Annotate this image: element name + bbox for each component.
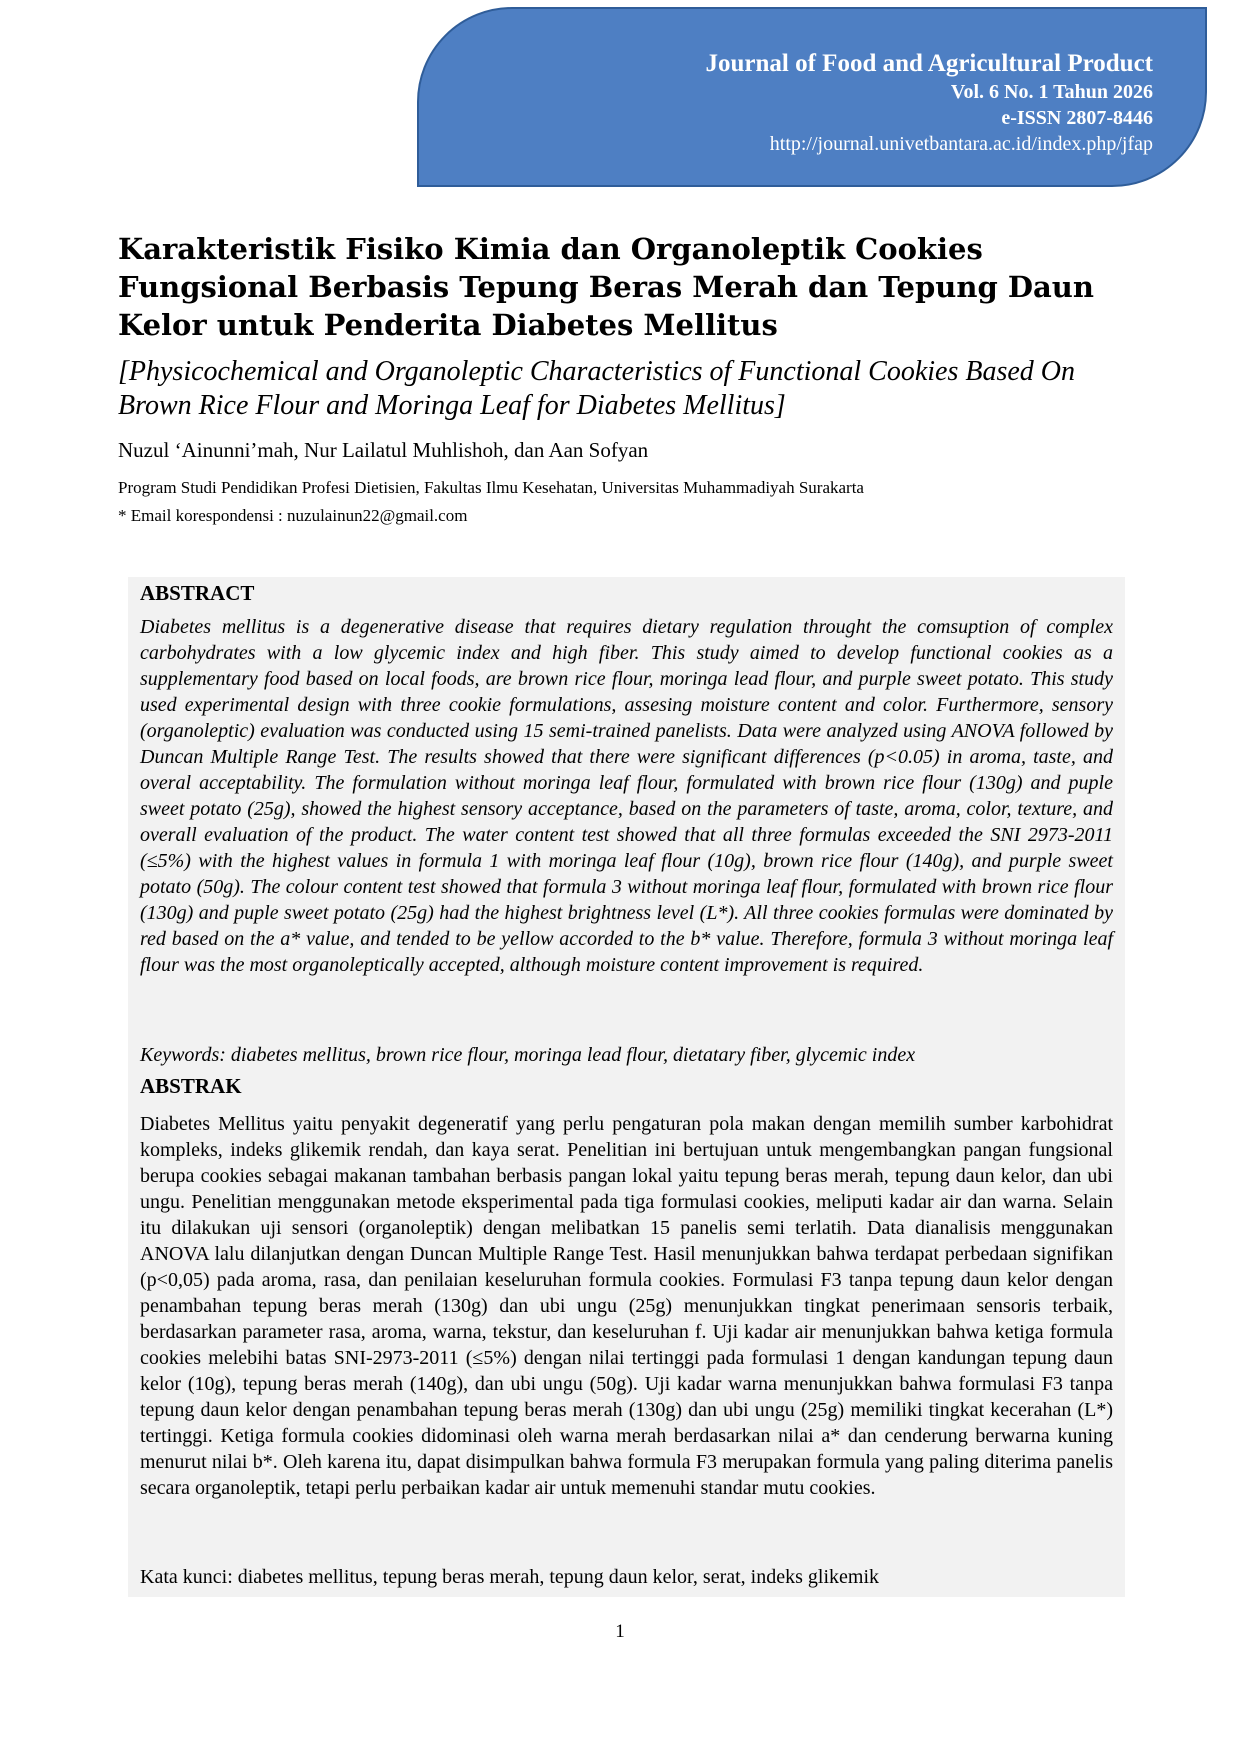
abstrak-text: Diabetes Mellitus yaitu penyakit degeneratif yang perlu pengaturan pola makan dengan memilih sumber karbohidrat kompleks, indeks glikemik rendah, dan kaya serat. Penelitian ini bertujuan untuk mengembangkan pangan fungsional berupa cookies sebagai makanan tambahan berbasis pangan lokal yaitu tepung beras merah, tepung daun kelor, dan ubi ungu. Penelitian menggunakan metode eksperimental pada tiga formulasi cookies, meliputi kadar air dan warna. Selain itu dilakukan uji sensori (organoleptik) dengan melibatkan 15 panelis semi terlatih. Data dianalisis menggunakan ANOVA lalu dilanjutkan dengan Duncan Multiple Range Test. Hasil menunjukkan bahwa terdapat perbedaan signifikan (p<0,05) pada aroma, rasa, dan penilaian keseluruhan formula cookies. Formulasi F3 tanpa tepung daun kelor dengan penambahan tepung beras merah (130g) dan ubi ungu (25g) menunjukkan tingkat penerimaan sensoris terbaik, berdasarkan parameter rasa, aroma, warna, tekstur, dan keseluruhan f. Uji kadar air menunjukkan bahwa ketiga formula cookies melebihi batas SNI-2973-2011 (≤5%) dengan nilai tertinggi pada formulasi 1 dengan kandungan tepung daun kelor (10g), tepung beras merah (140g), dan ubi ungu (50g). Uji kadar warna menunjukkan bahwa formulasi F3 tanpa tepung daun kelor dengan penambahan tepung beras merah (130g) dan ubi ungu (25g) memiliki tingkat kecerahan (L*) tertinggi. Ketiga formula cookies didominasi oleh warna merah berdasarkan nilai a* dan cenderung berwarna kuning menurut nilai b*. Oleh karena itu, dapat disimpulkan bahwa formula F3 merupakan formula yang paling diterima panelis secara organoleptik, tetapi perlu perbaikan kadar air untuk memenuhi standar mutu cookies. xyxy=(140,1113,1113,1499)
correspondence-email[interactable]: * Email korespondensi : nuzulainun22@gmail.com xyxy=(118,506,468,525)
article-authors: Nuzul ‘Ainunni’mah, Nur Lailatul Muhlishoh, dan Aan Sofyan xyxy=(118,438,649,462)
abstract-keywords: Keywords: diabetes mellitus, brown rice flour, moringa lead flour, dietatary fiber, glycemic index xyxy=(140,1044,916,1066)
abstrak-keywords: Kata kunci: diabetes mellitus, tepung beras merah, tepung daun kelor, serat, indeks glikemik xyxy=(140,1566,879,1588)
journal-volume: Vol. 6 No. 1 Tahun 2026 xyxy=(950,81,1153,103)
abstrak-heading: ABSTRAK xyxy=(140,1074,242,1098)
page-number: 1 xyxy=(615,1621,625,1642)
article-title: Karakteristik Fisiko Kimia dan Organoleptik Cookies Fungsional Berbasis Tepung Beras Merah dan Tepung Daun Kelor untuk Penderita Diabetes Mellitus xyxy=(118,232,1094,342)
journal-header-banner xyxy=(417,7,1207,187)
journal-issn: e-ISSN 2807-8446 xyxy=(1001,107,1153,129)
article-subtitle: [Physicochemical and Organoleptic Characteristics of Functional Cookies Based On Brown Rice Flour and Moringa Leaf for Diabetes Mellitus] xyxy=(118,356,1076,421)
abstract-heading: ABSTRACT xyxy=(140,581,255,605)
journal-info xyxy=(706,49,1154,157)
journal-name: Journal of Food and Agricultural Product xyxy=(705,50,1153,77)
abstract-text: Diabetes mellitus is a degenerative disease that requires dietary regulation throught the comsuption of complex carbohydrates with a low glycemic index and high fiber. This study aimed to develop functional cookies as a supplementary food based on local foods, are brown rice flour, moringa lead flour, and purple sweet potato. This study used experimental design with three cookie formulations, assesing moisture content and color. Furthermore, sensory (organoleptic) evaluation was conducted using 15 semi-trained panelists. Data were analyzed using ANOVA followed by Duncan Multiple Range Test. The results showed that there were significant differences (p<0.05) in aroma, taste, and overal acceptability. The formulation without moringa leaf flour, formulated with brown rice flour (130g) and puple sweet potato (25g), showed the highest sensory acceptance, based on the parameters of taste, aroma, color, texture, and overall evaluation of the product. The water content test showed that all three formulas exceeded the SNI 2973-2011 (≤5%) with the highest values in formula 1 with moringa leaf flour (10g), brown rice flour (140g), and purple sweet potato (50g). The colour content test showed that formula 3 without moringa leaf flour, formulated with brown rice flour (130g) and puple sweet potato (25g) had the highest brightness level (L*). All three cookies formulas were dominated by red based on the a* value, and tended to be yellow accorded to the b* value. Therefore, formula 3 without moringa leaf flour was the most organoleptically accepted, although moisture content improvement is required. xyxy=(140,616,1113,976)
author-affiliation: Program Studi Pendidikan Profesi Dietisien, Fakultas Ilmu Kesehatan, Universitas Muhammadiyah Surakarta xyxy=(118,478,864,497)
journal-url[interactable]: http://journal.univetbantara.ac.id/index.php/jfap xyxy=(769,133,1153,155)
